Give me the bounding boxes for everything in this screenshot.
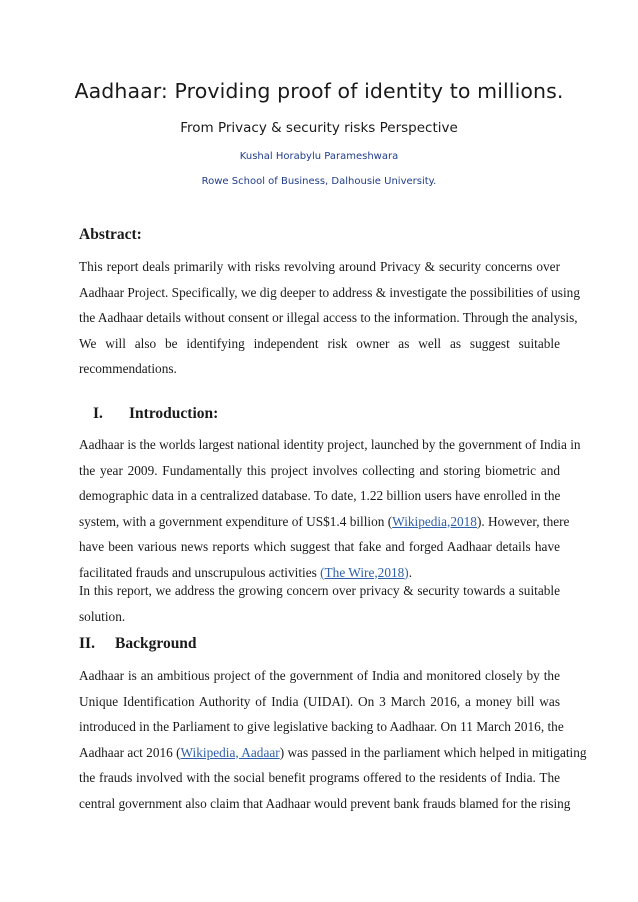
- background-line-text: Aadhaar act 2016 (: [79, 744, 181, 760]
- introduction-heading: [93, 405, 218, 423]
- intro-line: the year 2009. Fundamentally this project involves collecting and storing biometric and: [79, 462, 560, 478]
- abstract-heading: Abstract:: [79, 226, 142, 243]
- introduction-paragraph-1: [79, 432, 581, 585]
- paper-subtitle: From Privacy & security risks Perspective: [180, 120, 458, 136]
- paper-title: Aadhaar: Providing proof of identity to millions.: [74, 79, 564, 103]
- background-heading: [79, 635, 197, 653]
- intro-line: demographic data in a centralized database. To date, 1.22 billion users have enrolled in the: [79, 488, 561, 503]
- intro-line: have been various news reports which suggest that fake and forged Aadhaar details have: [79, 539, 560, 554]
- background-line: introduced in the Parliament to give legislative backing to Aadhaar. On 11 March 2016, the: [79, 719, 564, 734]
- author-affiliation: Rowe School of Business, Dalhousie University.: [201, 176, 437, 187]
- abstract-line: recommendations.: [79, 361, 177, 376]
- intro-line: solution.: [79, 608, 126, 624]
- abstract-line: Aadhaar Project. Specifically, we dig deeper to address & investigate the possibilities of using: [79, 284, 580, 300]
- background-line: Aadhaar is an ambitious project of the government of India and monitored closely by the: [79, 668, 560, 683]
- section-title: Introduction:: [129, 405, 219, 422]
- intro-line-text: system, with a government expenditure of US$1.4 billion (: [79, 513, 393, 529]
- background-line: Unique Identification Authority of India (UIDAI). On 3 March 2016, a money bill was: [79, 693, 560, 709]
- author-name: Kushal Horabylu Parameshwara: [239, 151, 399, 162]
- section-number: I.: [93, 405, 103, 422]
- intro-line: [79, 509, 570, 535]
- intro-line: Aadhaar is the worlds largest national identity project, launched by the government of India in: [79, 437, 581, 452]
- intro-line: In this report, we address the growing concern over privacy & security towards a suitable: [79, 583, 560, 598]
- citation-link-wikipedia-2018[interactable]: Wikipedia,2018: [392, 513, 477, 529]
- intro-line-text: .: [408, 564, 413, 580]
- abstract-line: the Aadhaar details without consent or illegal access to the information. Through the analysis,: [79, 310, 578, 325]
- background-line-text: ) was passed in the parliament which helped in mitigating: [279, 744, 587, 760]
- intro-line-text: ). However, there: [476, 513, 570, 529]
- citation-link-the-wire-2018[interactable]: (The Wire,2018): [320, 564, 409, 580]
- background-line: central government also claim that Aadhaar would prevent bank frauds blamed for the rising: [79, 795, 571, 811]
- background-paragraph-1: [79, 663, 587, 816]
- background-line: the frauds involved with the social benefit programs offered to the residents of India. The: [79, 770, 560, 785]
- intro-line-text: facilitated frauds and unscrupulous activities: [79, 564, 321, 580]
- section-title: Background: [115, 635, 197, 652]
- abstract-line: We will also be identifying independent risk owner as well as suggest suitable: [79, 335, 560, 351]
- background-line: [79, 740, 587, 766]
- citation-link-wikipedia-aadaar[interactable]: Wikipedia, Aadaar: [180, 744, 280, 760]
- abstract-paragraph: [79, 254, 580, 382]
- abstract-line: This report deals primarily with risks revolving around Privacy & security concerns over: [79, 259, 560, 274]
- section-number: II.: [79, 635, 95, 652]
- introduction-paragraph-2: [79, 578, 560, 629]
